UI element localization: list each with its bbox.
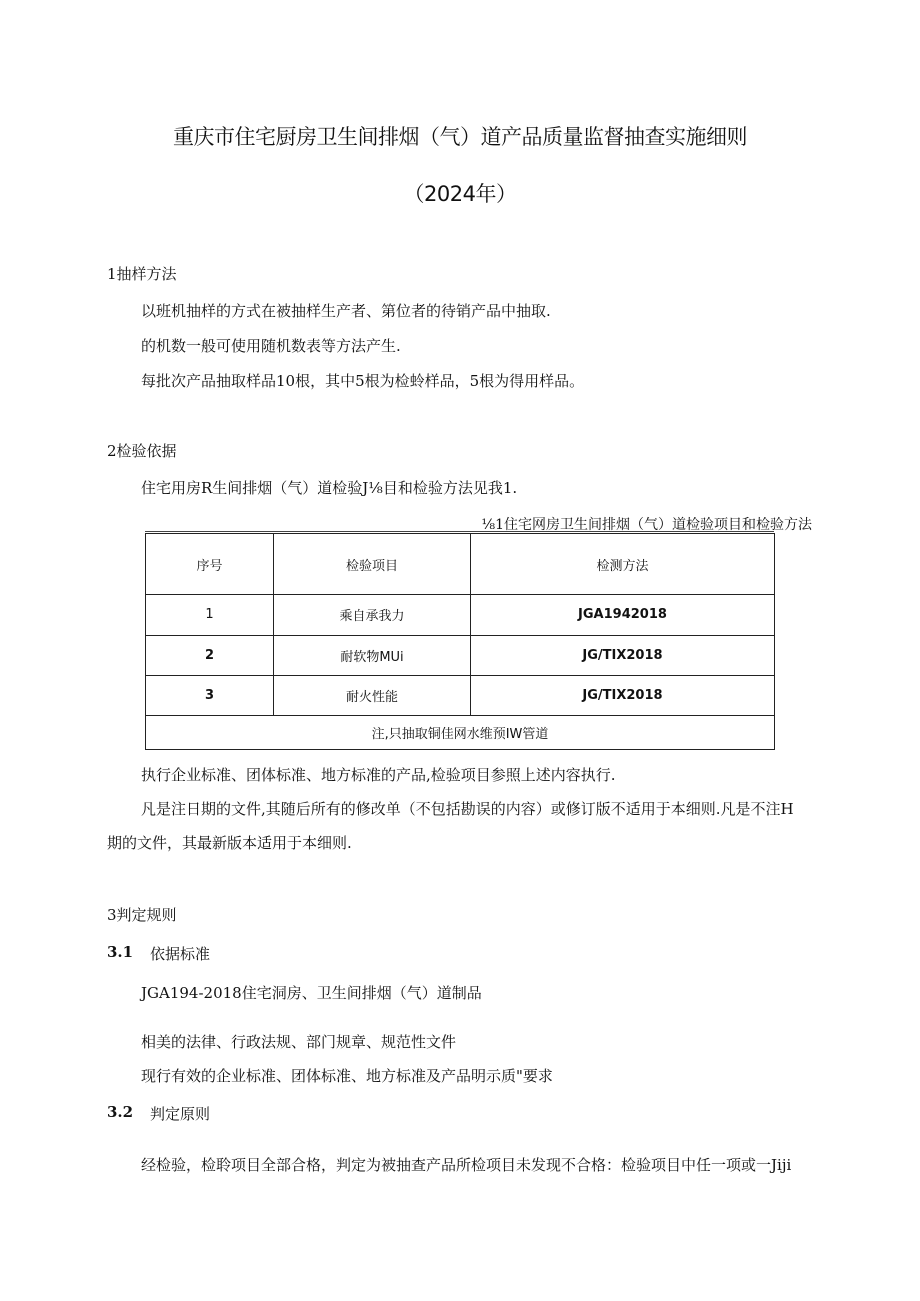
section-1-paragraph-2: 的机数一般可使用随机数表等方法产生. bbox=[141, 337, 401, 355]
table-cell-number: 3 bbox=[146, 676, 274, 716]
subsection-3-2-title: 判定原则 bbox=[150, 1105, 211, 1123]
document-year: （2024年） bbox=[403, 182, 517, 206]
subsection-3-1-title: 依据标准 bbox=[150, 945, 211, 963]
section-2-paragraph-2: 执行企业标准、团体标准、地方标准的产品,检验项目参照上述内容执行. bbox=[141, 766, 616, 784]
table-note: 注,只抽取铜佳网水维预IW管道 bbox=[146, 716, 775, 750]
section-3-heading: 3判定规则 bbox=[107, 906, 177, 924]
section-2-paragraph-1: 住宅用房R生间排烟（气）道检验J⅛目和检验方法见我1. bbox=[141, 479, 518, 497]
inspection-table bbox=[145, 533, 775, 750]
table-cell-method: JG/TIX2018 bbox=[471, 636, 775, 676]
section-2-paragraph-3-line-2: 期的文件，其最新版本适用于本细则. bbox=[107, 834, 352, 852]
table-cell-method bbox=[471, 595, 775, 636]
section-1-paragraph-3: 每批次产品抽取样品10根，其中5根为检蛉样品，5根为得用样品。 bbox=[141, 372, 585, 390]
standard-item-1: JGA194-2018住宅洞房、卫生间排烟（气）道制品 bbox=[141, 984, 482, 1002]
table-row bbox=[146, 676, 775, 716]
table-cell-text: 乘自承我力 bbox=[339, 609, 405, 624]
table-cell-number: 2 bbox=[146, 636, 274, 676]
subsection-3-2-number: 3.2 bbox=[107, 1103, 134, 1121]
section-1-paragraph-1: 以班机抽样的方式在被抽样生产者、第位者的待销产品中抽取. bbox=[141, 302, 551, 320]
table-cell-text: 1 bbox=[205, 607, 214, 622]
standard-item-2: 相美的法律、行政法规、部门规章、规范性文件 bbox=[141, 1033, 457, 1051]
table-cell-item bbox=[274, 595, 471, 636]
table-caption: ⅛1住宅网房卫生间排烟（气）道检验项目和检验方法 bbox=[481, 517, 812, 533]
table-cell-number bbox=[146, 595, 274, 636]
table-cell-item: 耐软物MUi bbox=[274, 636, 471, 676]
document-title: 重庆市住宅厨房卫生间排烟（气）道产品质量监督抽查实施细则 bbox=[173, 125, 747, 149]
section-1-heading: 1抽样方法 bbox=[107, 265, 177, 283]
table-row bbox=[146, 595, 775, 636]
table-cell-text: JGA1942018 bbox=[578, 607, 667, 622]
section-2-heading: 2检验依据 bbox=[107, 442, 177, 460]
table-note-row bbox=[146, 716, 775, 750]
table-header-cell: 检验项目 bbox=[274, 534, 471, 595]
section-2-paragraph-3-line-1: 凡是注日期的文件,其随后所有的修改单（不包括勘误的内容）或修订版不适用于本细则.凡是不注H bbox=[141, 800, 794, 818]
table-header-row bbox=[146, 534, 775, 595]
table-row bbox=[146, 636, 775, 676]
standard-item-3: 现行有效的企业标准、团体标准、地方标准及产品明示质"要求 bbox=[141, 1067, 553, 1085]
table-top-rule bbox=[145, 531, 774, 532]
table-header-cell: 序号 bbox=[146, 534, 274, 595]
table-header-cell: 检测方法 bbox=[471, 534, 775, 595]
subsection-3-1-number: 3.1 bbox=[107, 943, 134, 961]
table-cell-method: JG/TIX2018 bbox=[471, 676, 775, 716]
table-cell-item: 耐火性能 bbox=[274, 676, 471, 716]
section-3-paragraph-1: 经检验，检聆项目全部合格，判定为被抽查产品所检项目未发现不合格：检验项目中任一项或一Jiji bbox=[141, 1156, 792, 1174]
